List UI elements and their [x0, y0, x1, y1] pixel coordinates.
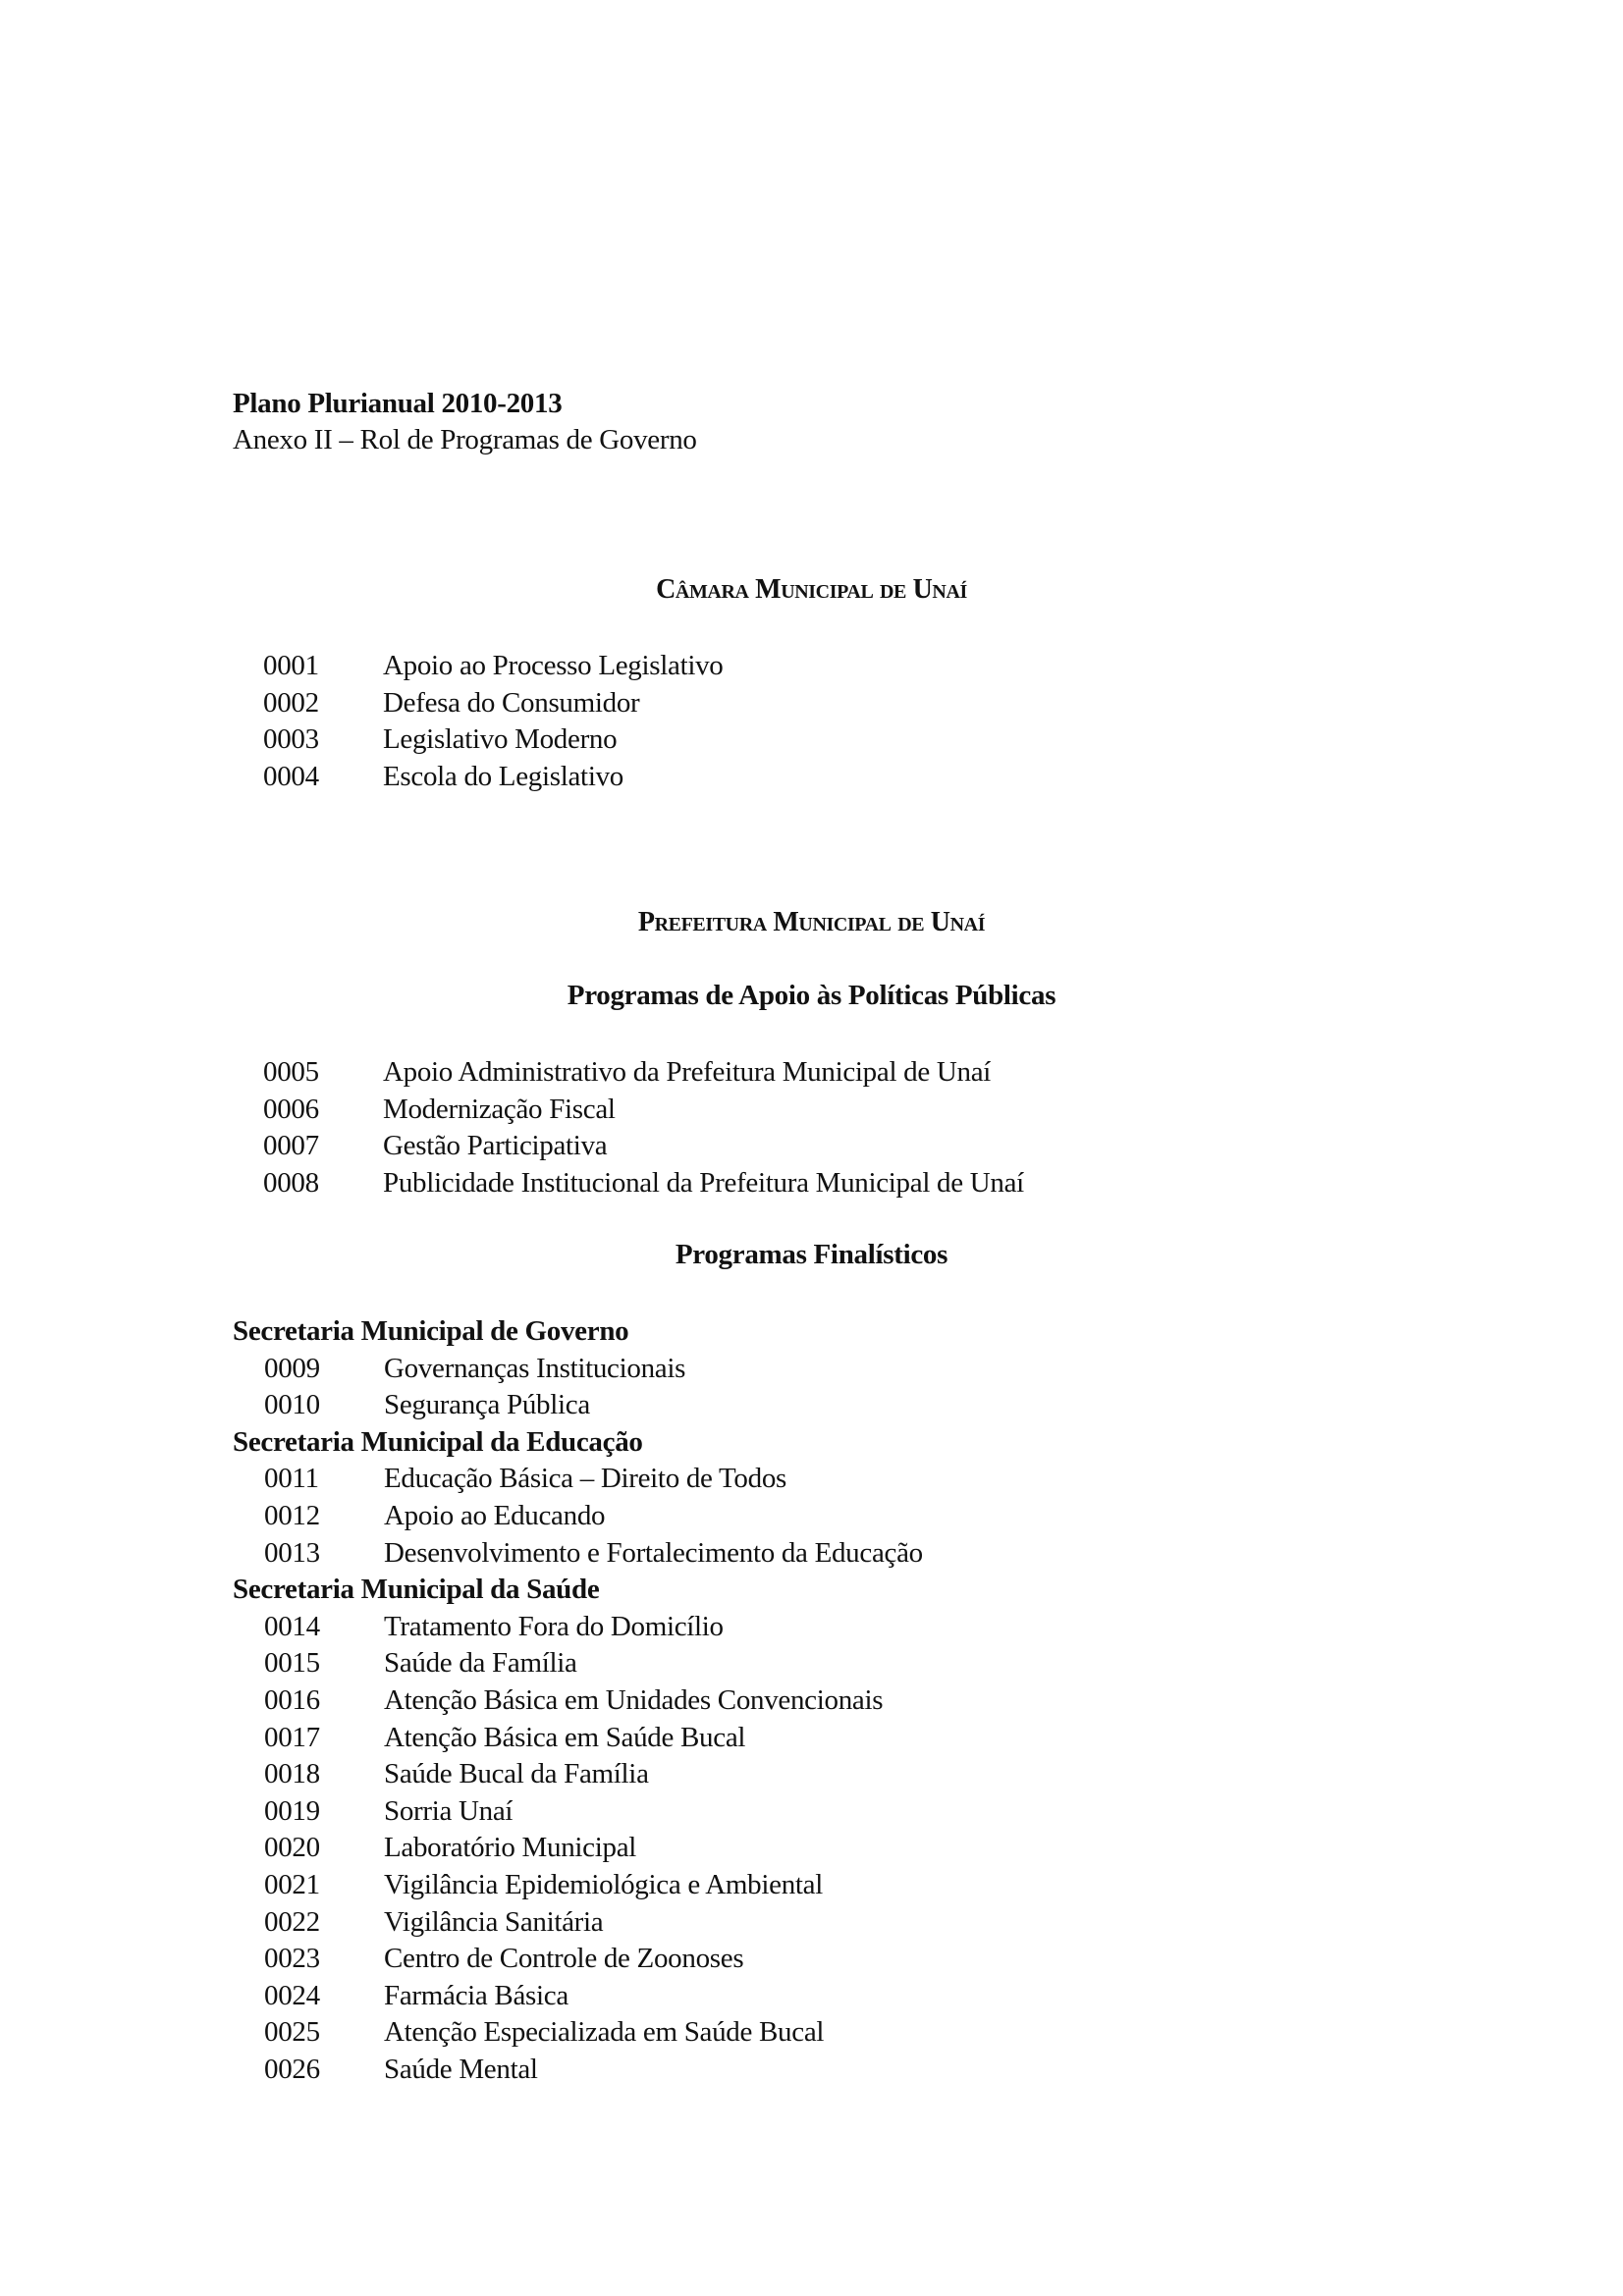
program-code: 0011 [264, 1463, 319, 1495]
finalisticos-heading: Programas Finalísticos [675, 1239, 948, 1270]
program-name: Vigilância Sanitária [384, 1905, 604, 1938]
program-row [263, 721, 1441, 759]
program-row [233, 1461, 1460, 1498]
program-code: 0019 [264, 1794, 320, 1827]
program-name: Vigilância Epidemiológica e Ambiental [384, 1868, 823, 1900]
program-row [263, 1128, 1441, 1165]
program-code: 0025 [264, 2016, 320, 2049]
program-name: Atenção Básica em Unidades Convencionais [384, 1683, 884, 1716]
program-code: 0010 [264, 1389, 320, 1421]
program-name: Escola do Legislativo [383, 760, 623, 792]
program-name: Defesa do Consumidor [383, 686, 640, 719]
program-name: Publicidade Institucional da Prefeitura Municipal de Unaí [383, 1166, 1024, 1199]
program-code: 0008 [263, 1166, 319, 1199]
program-name: Modernização Fiscal [383, 1093, 616, 1125]
program-row [263, 759, 1441, 796]
program-row [263, 1092, 1441, 1129]
program-row [233, 1904, 1460, 1942]
program-row [233, 1351, 1460, 1388]
program-code: 0022 [264, 1905, 320, 1938]
program-code: 0023 [264, 1943, 320, 1975]
document-subtitle: Anexo II – Rol de Programas de Governo [233, 424, 697, 455]
program-name: Centro de Controle de Zoonoses [384, 1943, 744, 1975]
camara-heading: Câmara Municipal de Unaí [656, 574, 967, 605]
program-name: Desenvolvimento e Fortalecimento da Educação [384, 1536, 923, 1569]
program-row [233, 1867, 1460, 1904]
program-code: 0007 [263, 1130, 319, 1162]
program-row [233, 1941, 1460, 1978]
program-name: Apoio ao Processo Legislativo [383, 650, 724, 681]
program-row [233, 1498, 1460, 1535]
program-name: Sorria Unaí [384, 1794, 514, 1827]
program-code: 0003 [263, 723, 319, 756]
program-code: 0015 [264, 1647, 320, 1680]
program-code: 0009 [264, 1352, 320, 1384]
program-row [233, 1793, 1460, 1831]
program-name: Governanças Institucionais [384, 1352, 686, 1384]
program-code: 0024 [264, 1979, 320, 2011]
program-row [233, 2052, 1460, 2089]
program-name: Atenção Especializada em Saúde Bucal [384, 2016, 825, 2049]
program-row [233, 2014, 1460, 2052]
program-code: 0012 [264, 1499, 320, 1531]
program-row [233, 1756, 1460, 1793]
program-row [233, 1645, 1460, 1682]
program-code: 0014 [264, 1610, 320, 1642]
program-row [233, 1609, 1460, 1646]
program-name: Apoio ao Educando [384, 1499, 606, 1531]
program-row [233, 1682, 1460, 1720]
document-title: Plano Plurianual 2010-2013 [233, 388, 563, 419]
program-code: 0002 [263, 686, 319, 719]
program-code: 0004 [263, 760, 319, 792]
program-row [233, 1720, 1460, 1757]
program-name: Laboratório Municipal [384, 1832, 637, 1864]
program-name: Atenção Básica em Saúde Bucal [384, 1721, 746, 1753]
program-row [263, 648, 1441, 685]
program-code: 0018 [264, 1758, 320, 1790]
program-code: 0005 [263, 1056, 319, 1088]
program-name: Gestão Participativa [383, 1130, 608, 1162]
program-code: 0001 [263, 650, 319, 681]
program-row [263, 1054, 1441, 1092]
program-row [233, 1387, 1460, 1424]
program-name: Segurança Pública [384, 1389, 590, 1421]
program-code: 0006 [263, 1093, 319, 1125]
program-name: Legislativo Moderno [383, 723, 618, 756]
program-row [263, 1165, 1441, 1202]
program-code: 0020 [264, 1832, 320, 1864]
finalisticos-department-list [233, 1313, 1460, 2088]
department-heading: Secretaria Municipal da Educação [233, 1425, 643, 1458]
department-heading: Secretaria Municipal de Governo [233, 1315, 629, 1347]
program-code: 0013 [264, 1536, 320, 1569]
program-row [233, 1830, 1460, 1867]
program-row [263, 685, 1441, 722]
program-name: Saúde da Família [384, 1647, 577, 1680]
program-name: Farmácia Básica [384, 1979, 568, 2011]
apoio-program-list [263, 1054, 1441, 1201]
prefeitura-heading: Prefeitura Municipal de Unaí [637, 907, 986, 937]
program-code: 0017 [264, 1721, 320, 1753]
program-code: 0016 [264, 1683, 320, 1716]
program-row [233, 1535, 1460, 1573]
apoio-heading: Programas de Apoio às Políticas Públicas [567, 980, 1056, 1011]
program-name: Tratamento Fora do Domicílio [384, 1610, 724, 1642]
program-row [233, 1978, 1460, 2015]
program-name: Saúde Bucal da Família [384, 1758, 649, 1790]
program-code: 0026 [264, 2053, 320, 2085]
program-name: Educação Básica – Direito de Todos [384, 1463, 787, 1495]
program-name: Apoio Administrativo da Prefeitura Municipal de Unaí [383, 1056, 992, 1088]
program-code: 0021 [264, 1868, 320, 1900]
camara-program-list [263, 648, 1441, 795]
program-name: Saúde Mental [384, 2053, 538, 2085]
department-heading: Secretaria Municipal da Saúde [233, 1574, 600, 1606]
